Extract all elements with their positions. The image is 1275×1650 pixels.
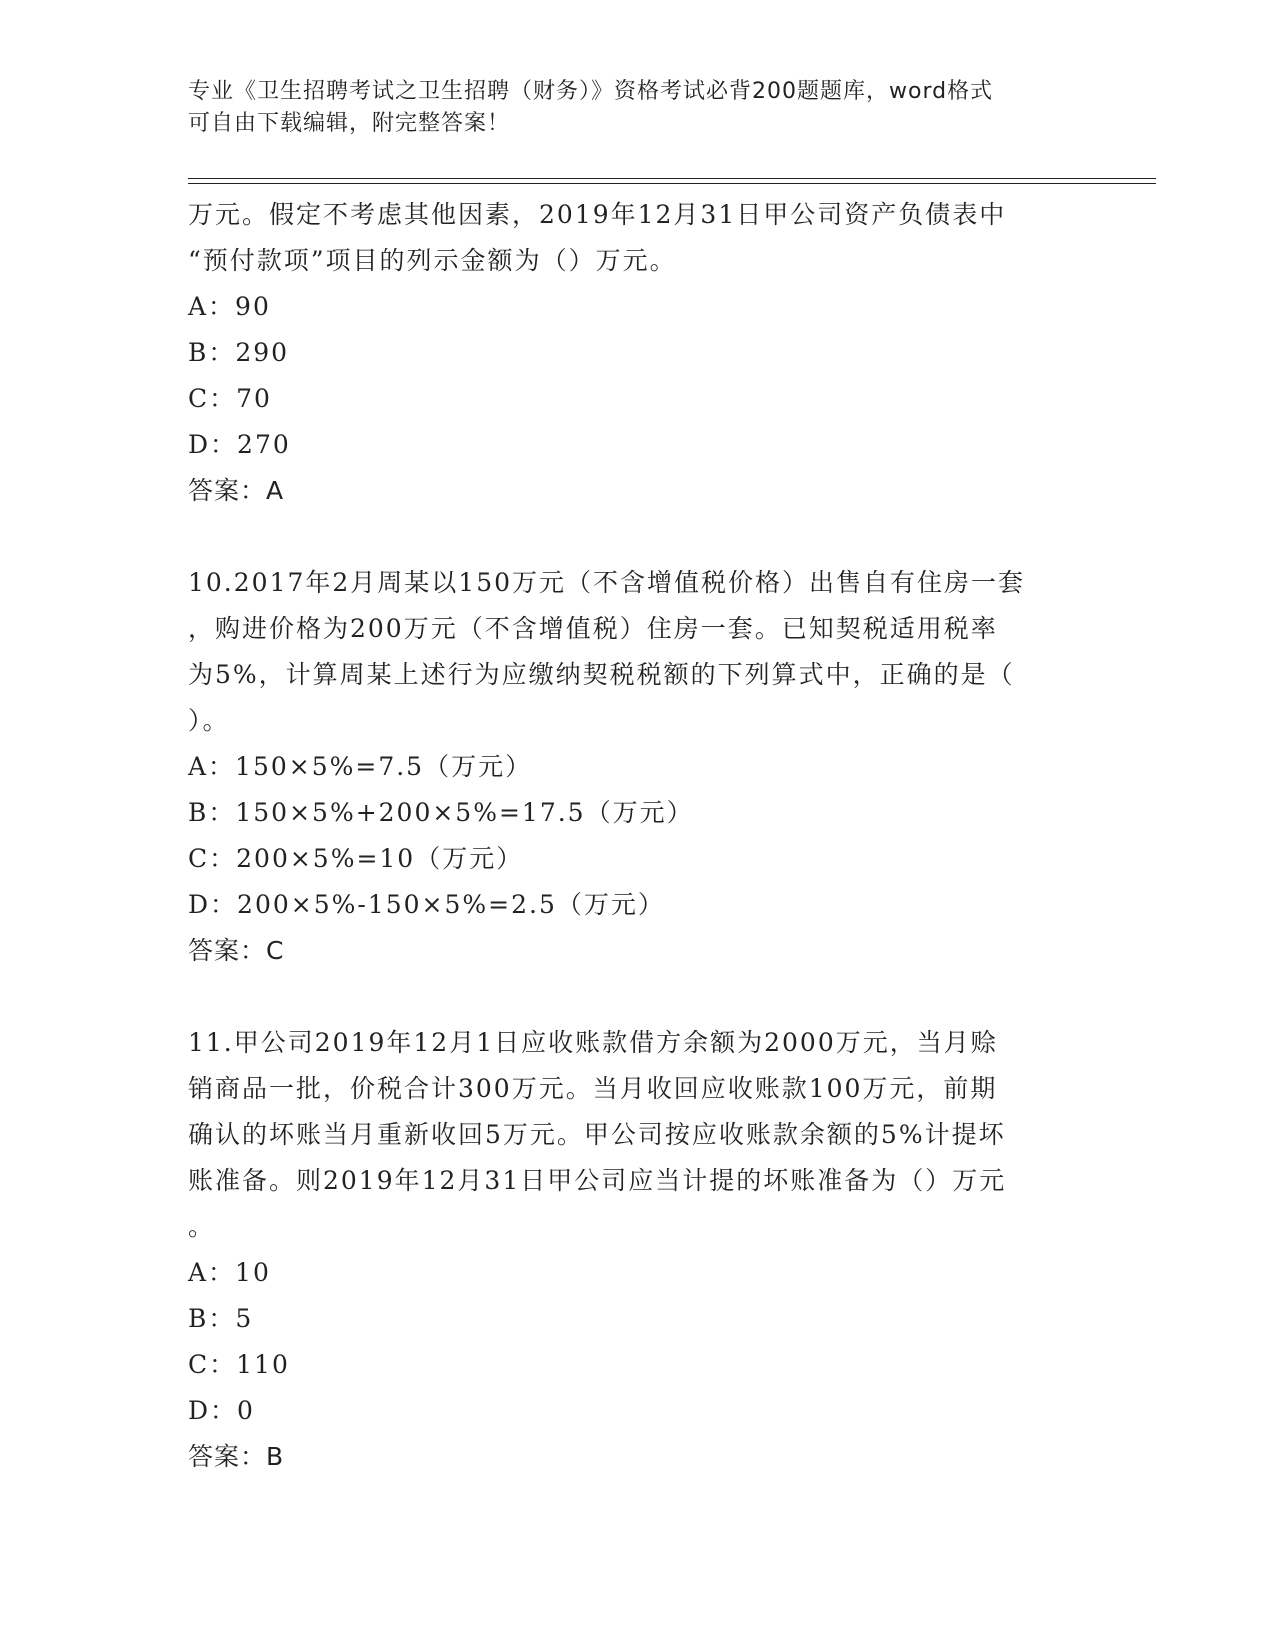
answer-line: 答案：B xyxy=(188,1442,285,1471)
answer-line: 答案：C xyxy=(188,936,285,965)
question-stem-line: 。 xyxy=(188,1212,216,1241)
question-block xyxy=(188,560,1088,974)
header-divider-top xyxy=(188,178,1156,179)
option-c: C：70 xyxy=(188,384,272,413)
option-a: A：90 xyxy=(188,292,271,321)
option-d: D：270 xyxy=(188,430,291,459)
question-block xyxy=(188,1020,1088,1480)
header-title-line-1: 专业《卫生招聘考试之卫生招聘（财务）》资格考试必背200题题库，word格式 xyxy=(188,79,994,104)
question-stem-line: 万元。假定不考虑其他因素，2019年12月31日甲公司资产负债表中 xyxy=(188,200,1007,229)
question-stem-line: 销商品一批，价税合计300万元。当月收回应收账款100万元，前期 xyxy=(188,1074,998,1103)
header-title-line-2: 可自由下载编辑，附完整答案！ xyxy=(188,111,511,136)
question-list xyxy=(188,192,1088,1480)
question-stem-line: 为5%，计算周某上述行为应缴纳契税税额的下列算式中，正确的是（ xyxy=(188,660,1015,689)
option-b: B：5 xyxy=(188,1304,254,1333)
option-a: A：10 xyxy=(188,1258,271,1287)
option-b: B：150×5%+200×5%=17.5（万元） xyxy=(188,798,694,827)
question-stem-line: ）。 xyxy=(188,706,230,735)
question-stem-line: 确认的坏账当月重新收回5万元。甲公司按应收账款余额的5%计提坏 xyxy=(188,1120,1006,1149)
option-d: D：200×5%-150×5%=2.5（万元） xyxy=(188,890,665,919)
question-spacer xyxy=(188,974,1088,1020)
option-b: B：290 xyxy=(188,338,290,367)
header-divider-bottom xyxy=(188,183,1156,184)
question-stem-line: 11.甲公司2019年12月1日应收账款借方余额为2000万元，当月赊 xyxy=(188,1028,998,1057)
option-c: C：200×5%=10（万元） xyxy=(188,844,524,873)
answer-line: 答案：A xyxy=(188,476,285,505)
option-d: D：0 xyxy=(188,1396,255,1425)
option-a: A：150×5%=7.5（万元） xyxy=(188,752,533,781)
question-stem-line: 10.2017年2月周某以150万元（不含增值税价格）出售自有住房一套 xyxy=(188,568,1026,597)
question-stem-line: ，购进价格为200万元（不含增值税）住房一套。已知契税适用税率 xyxy=(188,614,998,643)
question-stem-line: “预付款项”项目的列示金额为（）万元。 xyxy=(188,246,677,275)
question-block xyxy=(188,192,1088,514)
option-c: C：110 xyxy=(188,1350,290,1379)
document-header xyxy=(188,76,1088,140)
question-spacer xyxy=(188,514,1088,560)
question-stem-line: 账准备。则2019年12月31日甲公司应当计提的坏账准备为（）万元 xyxy=(188,1166,1007,1195)
